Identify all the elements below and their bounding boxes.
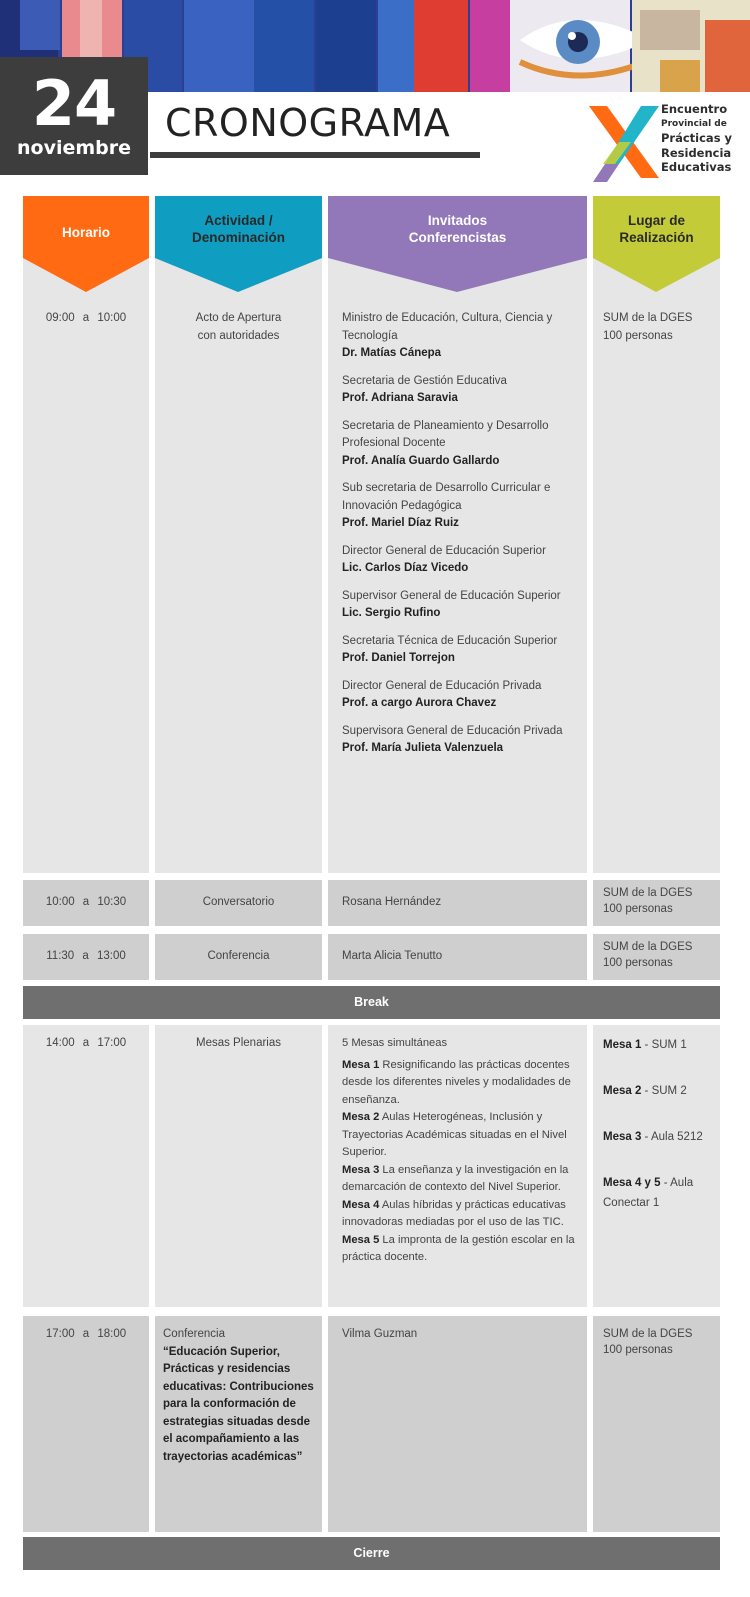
row5-location <box>593 1316 720 1532</box>
guest-item <box>342 588 577 623</box>
mesa-text: La impronta de la gestión escolar en la práctica docente. <box>342 1233 575 1263</box>
row4-mesas <box>328 1025 587 1307</box>
guest-role: Supervisor General de Educación Superior <box>342 589 561 602</box>
row1-location <box>593 258 720 873</box>
header-lugar <box>593 196 720 292</box>
header-actividad-line-2: Denominación <box>191 230 285 245</box>
guest-item <box>342 373 577 408</box>
guest-item <box>342 723 577 758</box>
close-bar: Cierre <box>23 1537 720 1570</box>
guest-item <box>342 633 577 668</box>
guest-role: Secretaria de Planeamiento y Desarrollo Profesional Docente <box>342 419 549 449</box>
page-title: CRONOGRAMA <box>165 101 451 145</box>
guest-name: Prof. Daniel Torrejon <box>342 652 455 664</box>
guest-role: Director General de Educación Superior <box>342 544 546 557</box>
row1-activity <box>155 258 322 873</box>
guest-item <box>342 310 577 363</box>
guest-role: Ministro de Educación, Cultura, Ciencia y Tecnología <box>342 312 553 342</box>
logo-line-4: Residencia <box>661 145 732 160</box>
header-actividad-label <box>155 212 322 246</box>
header-horario-label: Horario <box>61 225 110 240</box>
guest-item <box>342 480 577 533</box>
mesa-location-label: Mesa 2 <box>603 1085 642 1097</box>
guest-item <box>342 418 577 471</box>
row1-guests <box>328 258 587 873</box>
header-lugar-line-2: Realización <box>619 230 694 245</box>
guest-name: Prof. Mariel Díaz Ruiz <box>342 517 459 529</box>
mesa-label: Mesa 5 <box>342 1233 380 1246</box>
row2-activity: Conversatorio <box>155 880 322 926</box>
header-actividad-line-1: Actividad / <box>204 213 273 228</box>
mesa-item <box>342 1197 577 1232</box>
row3-guest: Marta Alicia Tenutto <box>328 934 587 980</box>
row1-time: 09:00 a 10:00 <box>23 258 149 873</box>
logo-line-5: Educativas <box>661 160 732 174</box>
header-actividad <box>155 196 322 292</box>
mesa-list <box>342 1057 577 1267</box>
mesa-location <box>603 1081 712 1101</box>
row5-location-line-1: SUM de la DGES <box>603 1328 693 1340</box>
guest-name: Prof. María Julieta Valenzuela <box>342 742 504 754</box>
mesa-location <box>603 1035 712 1055</box>
row2-location-line-2: 100 personas <box>603 903 673 915</box>
mesa-location-label: Mesa 1 <box>603 1039 642 1051</box>
mesa-text: Aulas híbridas y prácticas educativas innovadoras mediadas por el uso de las TIC. <box>342 1198 566 1228</box>
row5-time: 17:00 a 18:00 <box>23 1316 149 1532</box>
row5-activity-type: Conferencia <box>163 1328 226 1340</box>
header-lugar-line-1: Lugar de <box>627 213 685 228</box>
date-month: noviembre <box>16 137 132 159</box>
mesa-location-text: - Aula Conectar 1 <box>603 1177 694 1209</box>
header-horario <box>23 196 149 292</box>
mesa-text: Resignificando las prácticas docentes desde los diferentes niveles y modalidades de enseñanza. <box>342 1058 571 1106</box>
break-bar: Break <box>23 986 720 1019</box>
row4-locations <box>593 1025 720 1307</box>
row3-location-line-2: 100 personas <box>603 957 673 969</box>
row1-activity-line-1: Acto de Apertura <box>195 312 282 324</box>
header-invitados-line-2: Conferencistas <box>408 230 507 245</box>
mesa-label: Mesa 4 <box>342 1198 380 1211</box>
guest-role: Secretaria Técnica de Educación Superior <box>342 634 558 647</box>
row1-location-line-2: 100 personas <box>603 329 673 342</box>
date-badge <box>0 57 148 175</box>
mesa-label: Mesa 2 <box>342 1111 380 1123</box>
guest-name: Prof. Analía Guardo Gallardo <box>342 454 500 467</box>
row5-activity-title: “Educación Superior, Prácticas y residencias educativas: Contribuciones para la conformación de estrategias situadas desde el acompañamiento a las trayectorias académicas” <box>163 1345 314 1463</box>
guest-name: Dr. Matías Cánepa <box>342 347 442 359</box>
header-lugar-label <box>593 212 720 246</box>
mesa-location <box>603 1173 712 1213</box>
row4-time: 14:00 a 17:00 <box>23 1025 149 1307</box>
guest-role: Sub secretaria de Desarrollo Curricular e Innovación Pedagógica <box>342 482 551 512</box>
guest-role: Director General de Educación Privada <box>342 679 542 692</box>
row5-guest: Vilma Guzman <box>328 1316 587 1532</box>
guest-item <box>342 678 577 713</box>
chevron-shape-horario <box>23 196 149 292</box>
mesa-item <box>342 1109 577 1162</box>
mesa-label: Mesa 1 <box>342 1058 380 1071</box>
header-invitados-label <box>328 212 587 246</box>
title-underline <box>150 152 480 158</box>
x-logo-icon <box>589 102 659 182</box>
row1-location-line-1: SUM de la DGES <box>603 312 693 324</box>
event-logo <box>589 102 749 184</box>
row2-guest: Rosana Hernández <box>328 880 587 926</box>
mesa-location-text: - SUM 1 <box>641 1039 687 1051</box>
row2-time: 10:00 a 10:30 <box>23 880 149 926</box>
guest-name: Prof. Adriana Saravia <box>342 392 458 404</box>
mesa-item <box>342 1162 577 1197</box>
header-invitados-line-1: Invitados <box>427 213 488 228</box>
row3-activity: Conferencia <box>155 934 322 980</box>
mesa-item <box>342 1232 577 1267</box>
mesa-location <box>603 1127 712 1147</box>
row3-location <box>593 934 720 980</box>
guest-name: Lic. Sergio Rufino <box>342 607 441 619</box>
row3-time: 11:30 a 13:00 <box>23 934 149 980</box>
row2-location <box>593 880 720 926</box>
date-day: 24 <box>31 67 117 140</box>
row4-intro: 5 Mesas simultáneas <box>342 1037 448 1049</box>
mesa-text: La enseñanza y la investigación en la demarcación de contexto del Nivel Superior. <box>342 1163 569 1193</box>
row1-activity-line-2: con autoridades <box>197 329 280 342</box>
logo-line-2: Provincial de <box>661 118 727 129</box>
mesa-location-text: - Aula 5212 <box>641 1131 703 1143</box>
logo-text <box>661 102 732 175</box>
mesa-location-label: Mesa 3 <box>603 1131 642 1143</box>
row5-location-line-2: 100 personas <box>603 1344 673 1356</box>
mesa-label: Mesa 3 <box>342 1163 380 1176</box>
guest-role: Secretaria de Gestión Educativa <box>342 374 507 387</box>
row3-location-line-1: SUM de la DGES <box>603 941 693 953</box>
logo-line-1: Encuentro <box>661 102 728 116</box>
header-invitados <box>328 196 587 292</box>
row5-activity <box>155 1316 322 1532</box>
mesa-text: Aulas Heterogéneas, Inclusión y Trayectorias Académicas situadas en el Nivel Superior. <box>342 1111 567 1158</box>
guest-name: Lic. Carlos Díaz Vicedo <box>342 562 469 574</box>
guest-item <box>342 543 577 578</box>
row4-activity: Mesas Plenarias <box>155 1025 322 1307</box>
mesa-item <box>342 1057 577 1110</box>
logo-line-3: Prácticas y <box>661 131 733 145</box>
row2-location-line-1: SUM de la DGES <box>603 887 693 899</box>
guest-role: Supervisora General de Educación Privada <box>342 724 563 737</box>
mesa-location-label: Mesa 4 y 5 <box>603 1177 661 1189</box>
guest-name: Prof. a cargo Aurora Chavez <box>342 697 497 709</box>
mesa-location-text: - SUM 2 <box>641 1085 687 1097</box>
